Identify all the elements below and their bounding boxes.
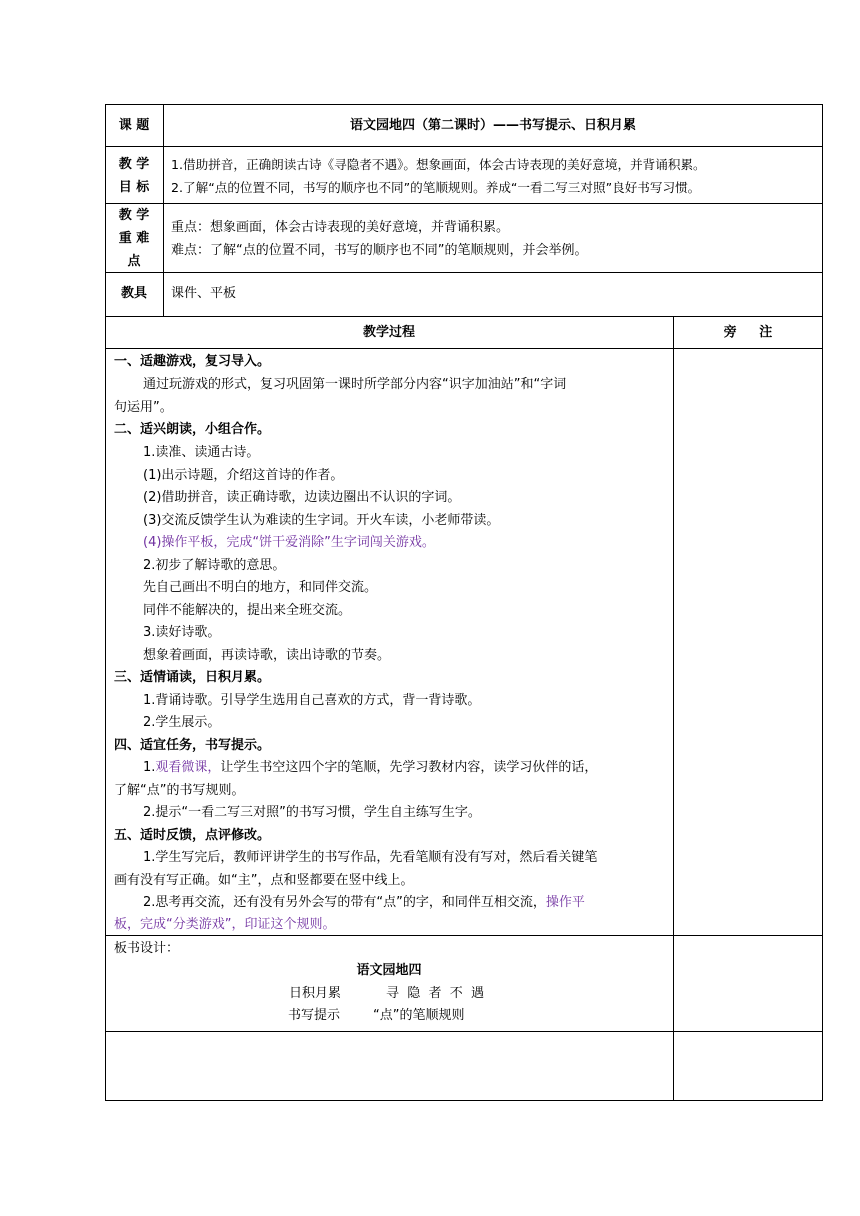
paragraph-text: 让学生书空这四个字的笔顺，先学习教材内容，读学习伙伴的话， <box>220 760 598 775</box>
keypoints-label: 重 难 <box>118 231 150 246</box>
paragraph-line: 1.学生写完后，教师评讲学生的书写作品，先看笔顺有没有写对，然后看关键笔 <box>143 850 598 865</box>
paragraph-line: 2.初步了解诗歌的意思。 <box>143 558 286 573</box>
label-column-divider <box>163 104 164 316</box>
row-divider <box>105 348 823 349</box>
paragraph-line: 同伴不能解决的，提出来全班交流。 <box>143 603 352 618</box>
board-row-left: 书写提示 <box>288 1008 341 1023</box>
board-title: 语文园地四 <box>356 963 422 978</box>
section-heading: 三、适情诵读，日积月累。 <box>114 670 271 685</box>
paragraph-line: 画有没有写正确。如“主”，点和竖都要在竖中线上。 <box>114 873 414 888</box>
paragraph-line: 先自己画出不明白的地方，和同伴交流。 <box>143 580 378 595</box>
step-number: 1. <box>143 760 156 775</box>
highlighted-activity: 板，完成“分类游戏”，印证这个规则。 <box>114 917 336 932</box>
paragraph-line: 2.学生展示。 <box>143 715 221 730</box>
tools-label: 教具 <box>120 286 147 301</box>
section-heading: 一、适趣游戏，复习导入。 <box>114 354 271 369</box>
row-divider <box>105 316 823 317</box>
row-divider <box>105 203 823 204</box>
board-row-right: “点”的笔顺规则 <box>373 1008 465 1023</box>
paragraph-line: 了解“点”的书写规则。 <box>114 783 245 798</box>
lesson-title: 语文园地四（第二课时）——书写提示、日积月累 <box>349 118 636 133</box>
topic-label: 课 题 <box>118 118 150 133</box>
paragraph-line: (1)出示诗题，介绍这首诗的作者。 <box>143 468 344 483</box>
paragraph-line: 通过玩游戏的形式，复习巩固第一课时所学部分内容“识字加油站”和“字词 <box>143 377 567 392</box>
section-heading: 二、适兴朗读，小组合作。 <box>114 422 271 437</box>
tools-value: 课件、平板 <box>171 286 237 301</box>
notes-column-header: 旁 注 <box>723 325 773 340</box>
row-divider <box>105 272 823 273</box>
goal-item: 1.借助拼音，正确朗读古诗《寻隐者不遇》。想象画面，体会古诗表现的美好意境，并背诵积累。 <box>171 157 706 172</box>
highlighted-activity: 操作平 <box>545 895 585 910</box>
paragraph-line: 句运用”。 <box>114 400 173 415</box>
goals-label: 目 标 <box>118 180 150 195</box>
paragraph-text: 2.思考再交流，还有没有另外会写的带有“点”的字，和同伴互相交流， <box>143 895 546 910</box>
row-divider <box>105 1031 823 1032</box>
highlighted-activity: 观看微课， <box>155 760 221 775</box>
process-column-header: 教学过程 <box>362 325 415 340</box>
keypoints-label: 点 <box>127 254 141 269</box>
paragraph-line <box>143 895 585 911</box>
goals-label: 教 学 <box>118 157 150 172</box>
notes-column-divider <box>673 316 674 1101</box>
board-row-right: 寻 隐 者 不 遇 <box>386 986 485 1001</box>
keypoints-label: 教 学 <box>118 208 150 223</box>
board-row-left: 日积月累 <box>289 986 342 1001</box>
section-heading: 四、适宜任务，书写提示。 <box>114 738 271 753</box>
paragraph-line: (2)借助拼音，读正确诗歌，边读边圈出不认识的字词。 <box>143 490 461 505</box>
board-design-label: 板书设计： <box>114 941 180 956</box>
row-divider <box>105 935 823 936</box>
paragraph-line: 想象着画面，再读诗歌，读出诗歌的节奏。 <box>143 648 391 663</box>
highlighted-activity: (4)操作平板，完成“饼干爱消除”生字词闯关游戏。 <box>143 535 435 550</box>
row-divider <box>105 146 823 147</box>
paragraph-line: 1.背诵诗歌。引导学生选用自己喜欢的方式，背一背诗歌。 <box>143 693 481 708</box>
paragraph-line: (3)交流反馈学生认为难读的生字词。开火车读，小老师带读。 <box>143 513 500 528</box>
paragraph-line: 1.读准、读通古诗。 <box>143 445 260 460</box>
keypoint-item: 重点：想象画面，体会古诗表现的美好意境，并背诵积累。 <box>171 220 510 235</box>
goal-item: 2.了解“点的位置不同，书写的顺序也不同”的笔顺规则。养成“一看二写三对照”良好书写习惯。 <box>171 180 701 195</box>
section-heading: 五、适时反馈，点评修改。 <box>114 828 271 843</box>
paragraph-line <box>143 760 597 776</box>
paragraph-line: 3.读好诗歌。 <box>143 625 221 640</box>
keypoint-item: 难点：了解“点的位置不同，书写的顺序也不同”的笔顺规则，并会举例。 <box>171 243 588 258</box>
paragraph-line: 2.提示“一看二写三对照”的书写习惯，学生自主练写生字。 <box>143 805 481 820</box>
